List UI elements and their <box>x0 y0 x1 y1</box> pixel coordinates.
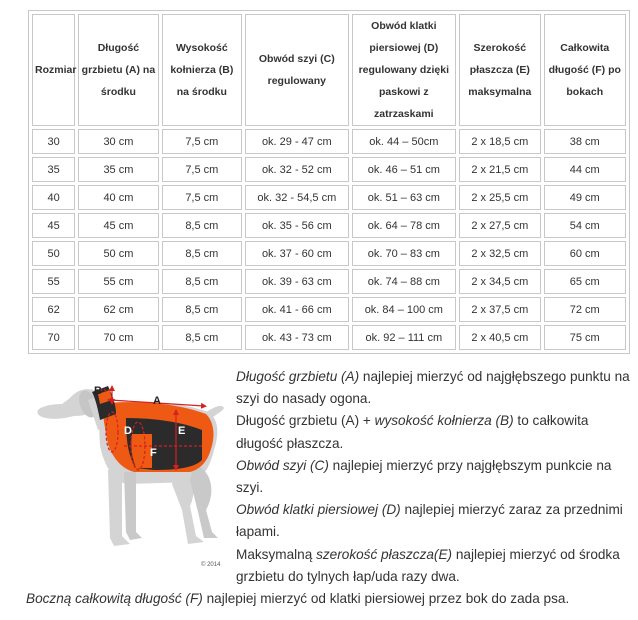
cell-width: 2 x 34,5 cm <box>459 269 540 294</box>
label-d: D <box>124 425 132 437</box>
label-b: B <box>94 385 102 397</box>
cell-total-length: 38 cm <box>544 129 626 154</box>
cell-total-length: 72 cm <box>544 297 626 322</box>
cell-width: 2 x 40,5 cm <box>459 325 540 350</box>
term: Obwód szyi (C) <box>236 457 329 473</box>
table-row <box>32 241 626 266</box>
cell-total-length: 75 cm <box>544 325 626 350</box>
cell-collar-height: 8,5 cm <box>162 241 242 266</box>
cell-back-length: 35 cm <box>78 157 158 182</box>
table-row <box>32 185 626 210</box>
cell-chest: ok. 44 – 50cm <box>352 129 457 154</box>
cell-total-length: 54 cm <box>544 213 626 238</box>
table-row <box>32 129 626 154</box>
cell-size: 45 <box>32 213 75 238</box>
cell-width: 2 x 37,5 cm <box>459 297 540 322</box>
cell-total-length: 65 cm <box>544 269 626 294</box>
cell-chest: ok. 84 – 100 cm <box>352 297 457 322</box>
header-total-length: Całkowita długość (F) po bokach <box>544 14 626 126</box>
term: szerokość płaszcza(E) <box>316 546 453 562</box>
cell-neck: ok. 41 - 66 cm <box>245 297 349 322</box>
cell-back-length: 50 cm <box>78 241 158 266</box>
cell-neck: ok. 35 - 56 cm <box>245 213 349 238</box>
cell-neck: ok. 39 - 63 cm <box>245 269 349 294</box>
header-collar-height: Wysokość kołnierza (B) na środku <box>162 14 242 126</box>
cell-size: 50 <box>32 241 75 266</box>
cell-neck: ok. 37 - 60 cm <box>245 241 349 266</box>
header-size: Rozmiar <box>32 14 75 126</box>
table-row <box>32 297 626 322</box>
cell-back-length: 55 cm <box>78 269 158 294</box>
cell-collar-height: 8,5 cm <box>162 325 242 350</box>
term: Obwód klatki piersiowej (D) <box>236 502 401 518</box>
cell-width: 2 x 27,5 cm <box>459 213 540 238</box>
cell-width: 2 x 32,5 cm <box>459 241 540 266</box>
instruction-text: najlepiej mierzyć od klatki piersiowej przez bok do zada psa. <box>202 591 570 606</box>
cell-back-length: 45 cm <box>78 213 158 238</box>
cell-collar-height: 7,5 cm <box>162 157 242 182</box>
term: Boczną całkowitą długość (F) <box>26 591 203 606</box>
instruction-text: Maksymalną <box>236 546 317 562</box>
cell-size: 62 <box>32 297 75 322</box>
cell-chest: ok. 92 – 111 cm <box>352 325 457 350</box>
instruction-total-coat-length <box>236 410 636 454</box>
cell-width: 2 x 18,5 cm <box>459 129 540 154</box>
cell-neck: ok. 29 - 47 cm <box>245 129 349 154</box>
cell-width: 2 x 25,5 cm <box>459 185 540 210</box>
cell-width: 2 x 21,5 cm <box>459 157 540 182</box>
instruction-text: Długość grzbietu (A) + <box>236 413 375 429</box>
table-row <box>32 213 626 238</box>
cell-total-length: 49 cm <box>544 185 626 210</box>
cell-total-length: 60 cm <box>544 241 626 266</box>
cell-chest: ok. 70 – 83 cm <box>352 241 457 266</box>
header-neck-circumference: Obwód szyi (C) regulowany <box>245 14 349 126</box>
cell-chest: ok. 64 – 78 cm <box>352 213 457 238</box>
cell-size: 40 <box>32 185 75 210</box>
table-header-row <box>32 14 626 126</box>
instruction-chest <box>236 499 636 543</box>
instruction-side-length <box>26 588 636 610</box>
table-row <box>32 269 626 294</box>
cell-size: 70 <box>32 325 75 350</box>
cell-chest: ok. 74 – 88 cm <box>352 269 457 294</box>
label-a: A <box>153 395 161 407</box>
header-back-length: Długość grzbietu (A) na środku <box>78 14 158 126</box>
cell-collar-height: 8,5 cm <box>162 297 242 322</box>
cell-collar-height: 7,5 cm <box>162 185 242 210</box>
cell-neck: ok. 32 - 52 cm <box>245 157 349 182</box>
cell-back-length: 30 cm <box>78 129 158 154</box>
header-coat-width: Szerokość płaszcza (E) maksymalna <box>459 14 540 126</box>
cell-size: 55 <box>32 269 75 294</box>
cell-neck: ok. 32 - 54,5 cm <box>245 185 349 210</box>
dog-coat-diagram <box>26 360 226 570</box>
dog-coat-measurement-figure <box>26 360 226 570</box>
table-row <box>32 325 626 350</box>
cell-chest: ok. 46 – 51 cm <box>352 157 457 182</box>
cell-collar-height: 7,5 cm <box>162 129 242 154</box>
cell-back-length: 62 cm <box>78 297 158 322</box>
instruction-text: najlepiej mierzyć od środka grzbietu do tylnych łap/uda razy dwa. <box>236 546 620 584</box>
table-row <box>32 157 626 182</box>
instruction-back-length <box>236 366 636 410</box>
cell-size: 30 <box>32 129 75 154</box>
cell-size: 35 <box>32 157 75 182</box>
label-f: F <box>150 447 157 459</box>
cell-total-length: 44 cm <box>544 157 626 182</box>
size-table <box>28 10 630 354</box>
instruction-text: najlepiej mierzyć od najgłębszego punktu na szyi do nasady ogona. <box>236 369 630 407</box>
cell-neck: ok. 43 - 73 cm <box>245 325 349 350</box>
cell-back-length: 70 cm <box>78 325 158 350</box>
instruction-neck <box>236 455 636 499</box>
cell-collar-height: 8,5 cm <box>162 269 242 294</box>
instruction-text: najlepiej mierzyć zaraz za przednimi łapami. <box>236 502 623 540</box>
instruction-text: to całkowita długość płaszcza. <box>236 413 589 451</box>
measurement-instructions <box>236 366 636 588</box>
instruction-text: najlepiej mierzyć przy najgłębszym punkcie na szyi. <box>236 457 612 496</box>
label-c: C <box>89 423 97 435</box>
term: wysokość kołnierza (B) <box>374 413 514 429</box>
copyright-text: © 2014 <box>201 562 221 568</box>
term: Długość grzbietu (A) <box>236 369 360 384</box>
instruction-width <box>236 544 636 588</box>
cell-chest: ok. 51 – 63 cm <box>352 185 457 210</box>
cell-back-length: 40 cm <box>78 185 158 210</box>
header-chest-circumference: Obwód klatki piersiowej (D) regulowany dzięki paskowi z zatrzaskami <box>352 14 457 126</box>
label-e: E <box>178 425 186 437</box>
cell-collar-height: 8,5 cm <box>162 213 242 238</box>
